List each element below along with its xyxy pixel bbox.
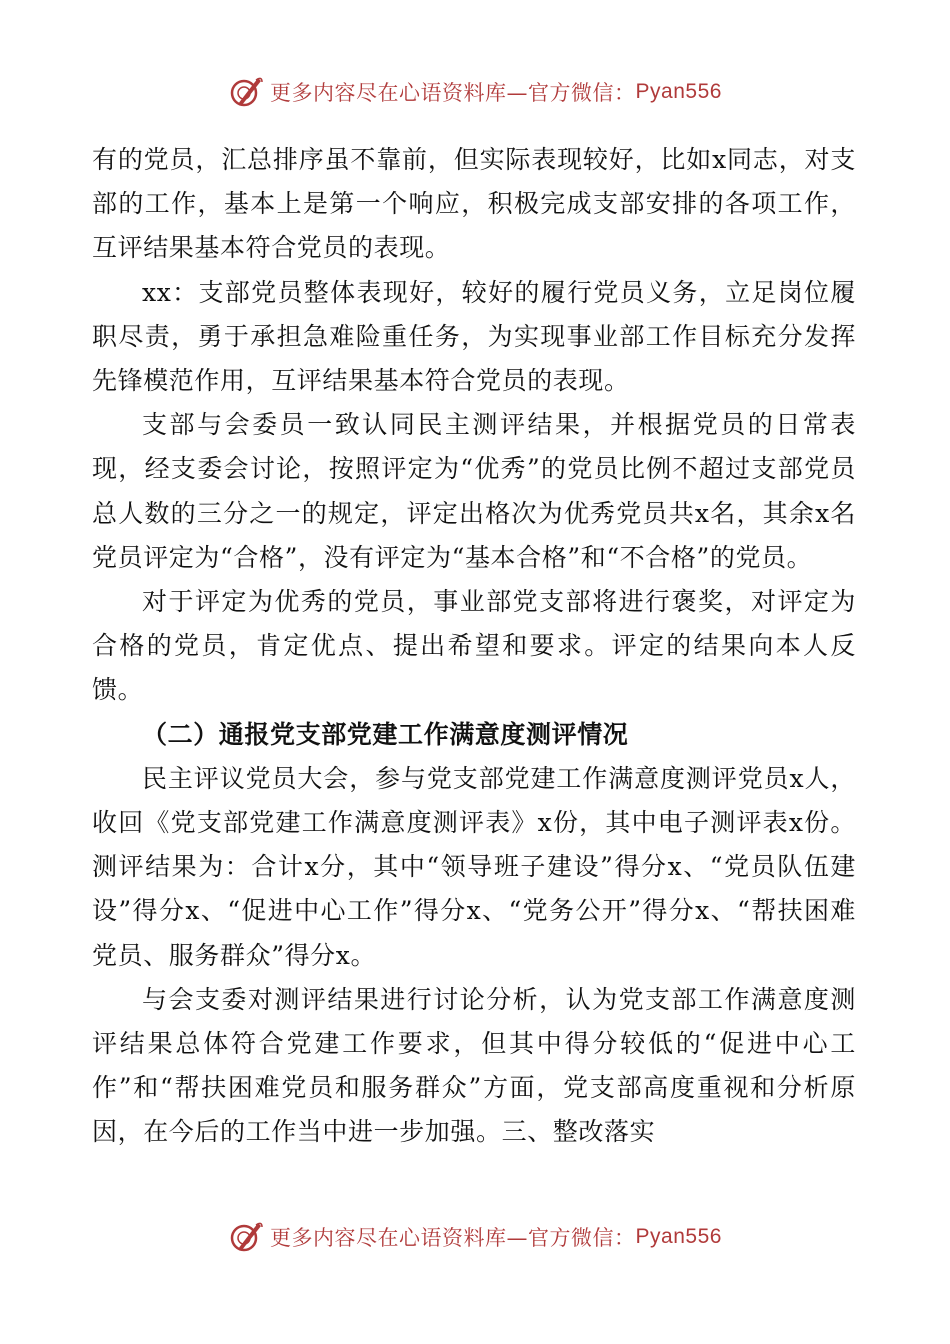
paragraph-continuation: 有的党员，汇总排序虽不靠前，但实际表现较好，比如x同志，对支部的工作，基本上是第一个响应，积极完成支部安排的各项工作，互评结果基本符合党员的表现。 — [92, 145, 856, 263]
quill-emblem-icon — [228, 1219, 264, 1255]
quill-emblem-icon — [228, 74, 264, 110]
watermark-contact: Pyan556 — [635, 1225, 722, 1248]
header-watermark — [0, 70, 950, 114]
paragraph-satisfaction-survey: 民主评议党员大会，参与党支部党建工作满意度测评党员x人，收回《党支部党建工作满意度测评表》x份，其中电子测评表x份。测评结果为：合计x分，其中“领导班子建设”得分x、“党员队伍建设”得分x、“促进中心工作”得分x、“党务公开”得分x、“帮扶困难党员、服务群众”得分x。 — [92, 763, 856, 970]
paragraph-analysis: 与会支委对测评结果进行讨论分析，认为党支部工作满意度测评结果总体符合党建工作要求，但其中得分较低的“促进中心工作”和“帮扶困难党员和服务群众”方面，党支部高度重视和分析原因，在今后的工作当中进一步加强。三、整改落实 — [92, 984, 856, 1147]
document-body — [92, 138, 856, 1155]
watermark-text: 更多内容尽在心语资料库—官方微信： — [270, 1226, 636, 1250]
footer-watermark — [0, 1215, 950, 1259]
paragraph-committee-consensus: 支部与会委员一致认同民主测评结果，并根据党员的日常表现，经支委会讨论，按照评定为“优秀”的党员比例不超过支部党员总人数的三分之一的规定，评定出格次为优秀党员共x名，其余x名党员评定为“合格”，没有评定为“基本合格”和“不合格”的党员。 — [92, 410, 856, 572]
paragraph-xx-evaluation: xx：支部党员整体表现好，较好的履行党员义务，立足岗位履职尽责，勇于承担急难险重任务，为实现事业部工作目标充分发挥先锋模范作用，互评结果基本符合党员的表现。 — [92, 277, 856, 396]
paragraph-excellent-members: 对于评定为优秀的党员，事业部党支部将进行褒奖，对评定为合格的党员，肯定优点、提出希望和要求。评定的结果向本人反馈。 — [92, 587, 856, 705]
watermark-contact: Pyan556 — [635, 80, 722, 103]
watermark-text: 更多内容尽在心语资料库—官方微信： — [270, 81, 636, 105]
section-heading: （二）通报党支部党建工作满意度测评情况 — [142, 719, 629, 749]
